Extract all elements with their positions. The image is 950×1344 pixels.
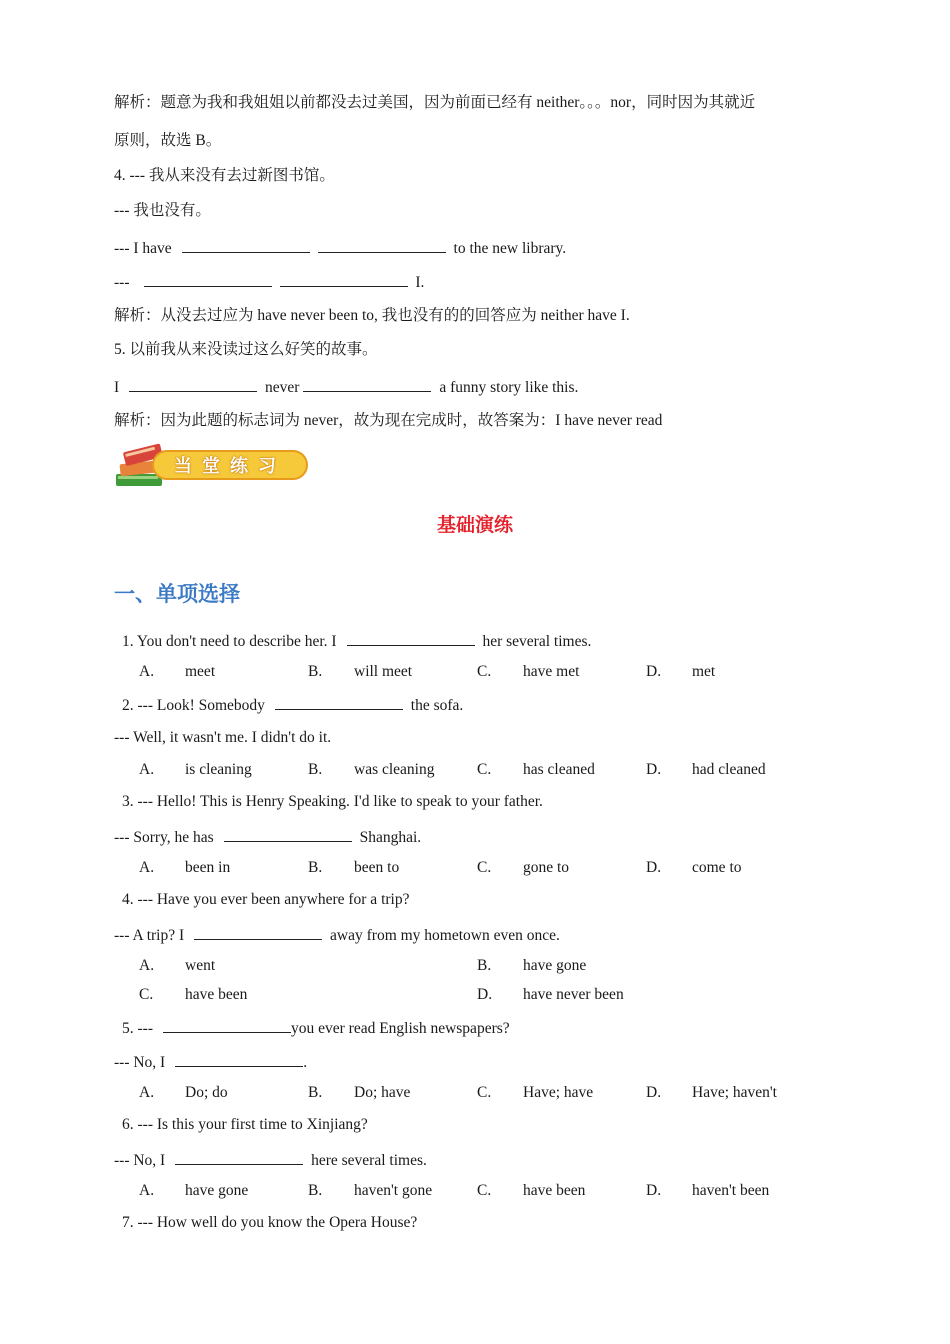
question-4: 4. --- Have you ever been anywhere for a trip? — [122, 891, 410, 908]
question-7: 7. --- How well do you know the Opera House? — [122, 1214, 418, 1231]
q4-prompt: 4. --- 我从来没有去过新图书馆。 — [114, 167, 335, 184]
answer-blank[interactable] — [194, 924, 322, 940]
option-text[interactable]: met — [692, 663, 716, 680]
answer-blank[interactable] — [182, 237, 310, 253]
option-label[interactable]: D. — [646, 1182, 662, 1199]
option-label[interactable]: C. — [139, 986, 154, 1003]
option-text[interactable]: was cleaning — [354, 761, 435, 778]
option-label[interactable]: B. — [308, 859, 323, 876]
text: a funny story like this. — [439, 379, 579, 396]
option-text[interactable]: meet — [185, 663, 216, 680]
option-text[interactable]: been in — [185, 859, 231, 876]
q4-reply: --- 我也没有。 — [114, 202, 211, 219]
option-label[interactable]: A. — [139, 957, 155, 974]
answer-blank[interactable] — [129, 376, 257, 392]
option-label[interactable]: B. — [308, 1182, 323, 1199]
question-text: here several times. — [311, 1152, 427, 1169]
option-label[interactable]: B. — [308, 663, 323, 680]
question-3-reply — [114, 826, 421, 848]
q4-line1 — [114, 237, 566, 259]
answer-blank[interactable] — [144, 271, 272, 287]
option-text[interactable]: have been — [185, 986, 248, 1003]
text: never — [265, 379, 300, 396]
section-heading: 一、单项选择 — [114, 582, 240, 606]
option-text[interactable]: Do; have — [354, 1084, 411, 1101]
text: --- I have — [114, 240, 172, 257]
option-label[interactable]: B. — [308, 761, 323, 778]
option-label[interactable]: C. — [477, 761, 492, 778]
question-text: Shanghai. — [359, 829, 422, 846]
question-6-reply — [114, 1149, 427, 1171]
question-text: . — [303, 1054, 308, 1071]
answer-blank[interactable] — [175, 1149, 303, 1165]
answer-blank[interactable] — [347, 630, 475, 646]
option-text[interactable]: have been — [523, 1182, 586, 1199]
subtitle: 基础演练 — [436, 514, 513, 536]
question-1 — [122, 630, 591, 652]
question-4-reply — [114, 924, 560, 946]
option-text[interactable]: Do; do — [185, 1084, 228, 1101]
option-label[interactable]: A. — [139, 1084, 155, 1101]
answer-blank[interactable] — [163, 1017, 291, 1033]
question-text: 2. --- Look! Somebody — [122, 697, 265, 714]
question-text: --- Sorry, he has — [114, 829, 214, 846]
question-5 — [122, 1017, 510, 1039]
question-text: you ever read English newspapers? — [291, 1020, 510, 1037]
option-text[interactable]: have never been — [523, 986, 624, 1003]
option-label[interactable]: D. — [646, 761, 662, 778]
option-text[interactable]: went — [185, 957, 216, 974]
option-label[interactable]: A. — [139, 663, 155, 680]
option-label[interactable]: B. — [308, 1084, 323, 1101]
banner-label: 当堂练习 — [152, 450, 308, 480]
question-text: --- No, I — [114, 1054, 166, 1071]
text: I — [114, 379, 120, 396]
option-label[interactable]: D. — [646, 859, 662, 876]
option-label[interactable]: B. — [477, 957, 492, 974]
option-label[interactable]: C. — [477, 663, 492, 680]
practice-banner — [112, 440, 312, 492]
q5-line — [114, 376, 578, 398]
explanation-line: 解析：题意为我和我姐姐以前都没去过美国，因为前面已经有 neither。。。nor，同时因为其就近 — [114, 94, 756, 111]
option-text[interactable]: haven't been — [692, 1182, 770, 1199]
question-text: 5. --- — [122, 1020, 153, 1037]
option-label[interactable]: A. — [139, 761, 155, 778]
question-text: the sofa. — [410, 697, 464, 714]
option-label[interactable]: D. — [646, 1084, 662, 1101]
answer-blank[interactable] — [224, 826, 352, 842]
question-text: --- No, I — [114, 1152, 166, 1169]
answer-blank[interactable] — [280, 271, 408, 287]
question-6: 6. --- Is this your first time to Xinjiang? — [122, 1116, 368, 1133]
option-text[interactable]: had cleaned — [692, 761, 766, 778]
option-text[interactable]: Have; haven't — [692, 1084, 777, 1101]
option-text[interactable]: is cleaning — [185, 761, 252, 778]
text: I. — [415, 274, 425, 291]
text: --- — [114, 274, 130, 291]
question-2 — [122, 694, 463, 716]
explanation-line: 原则，故选 B。 — [114, 132, 222, 149]
option-label[interactable]: A. — [139, 1182, 155, 1199]
option-text[interactable]: gone to — [523, 859, 570, 876]
q4-explanation: 解析：从没去过应为 have never been to, 我也没有的的回答应为 neither have I. — [114, 307, 630, 324]
option-text[interactable]: have gone — [185, 1182, 249, 1199]
option-text[interactable]: has cleaned — [523, 761, 595, 778]
answer-blank[interactable] — [275, 694, 403, 710]
question-text: away from my hometown even once. — [330, 927, 560, 944]
option-text[interactable]: have gone — [523, 957, 587, 974]
option-text[interactable]: Have; have — [523, 1084, 594, 1101]
option-label[interactable]: D. — [646, 663, 662, 680]
option-label[interactable]: A. — [139, 859, 155, 876]
question-text: --- A trip? I — [114, 927, 185, 944]
answer-blank[interactable] — [303, 376, 431, 392]
question-text: 1. You don't need to describe her. I — [122, 633, 337, 650]
answer-blank[interactable] — [175, 1051, 303, 1067]
option-text[interactable]: have met — [523, 663, 580, 680]
q4-line2 — [114, 271, 424, 293]
q5-prompt: 5. 以前我从来没读过这么好笑的故事。 — [114, 341, 378, 358]
option-label[interactable]: C. — [477, 1084, 492, 1101]
question-5-reply — [114, 1051, 307, 1073]
option-label[interactable]: C. — [477, 1182, 492, 1199]
option-text[interactable]: been to — [354, 859, 400, 876]
option-text[interactable]: will meet — [354, 663, 413, 680]
answer-blank[interactable] — [318, 237, 446, 253]
text: to the new library. — [453, 240, 567, 257]
option-label[interactable]: D. — [477, 986, 493, 1003]
question-2-reply: --- Well, it wasn't me. I didn't do it. — [114, 729, 332, 746]
option-label[interactable]: C. — [477, 859, 492, 876]
option-text[interactable]: haven't gone — [354, 1182, 433, 1199]
q5-explanation: 解析：因为此题的标志词为 never，故为现在完成时，故答案为：I have never read — [114, 412, 663, 429]
question-3: 3. --- Hello! This is Henry Speaking. I'd like to speak to your father. — [122, 793, 543, 810]
question-text: her several times. — [482, 633, 592, 650]
option-text[interactable]: come to — [692, 859, 742, 876]
